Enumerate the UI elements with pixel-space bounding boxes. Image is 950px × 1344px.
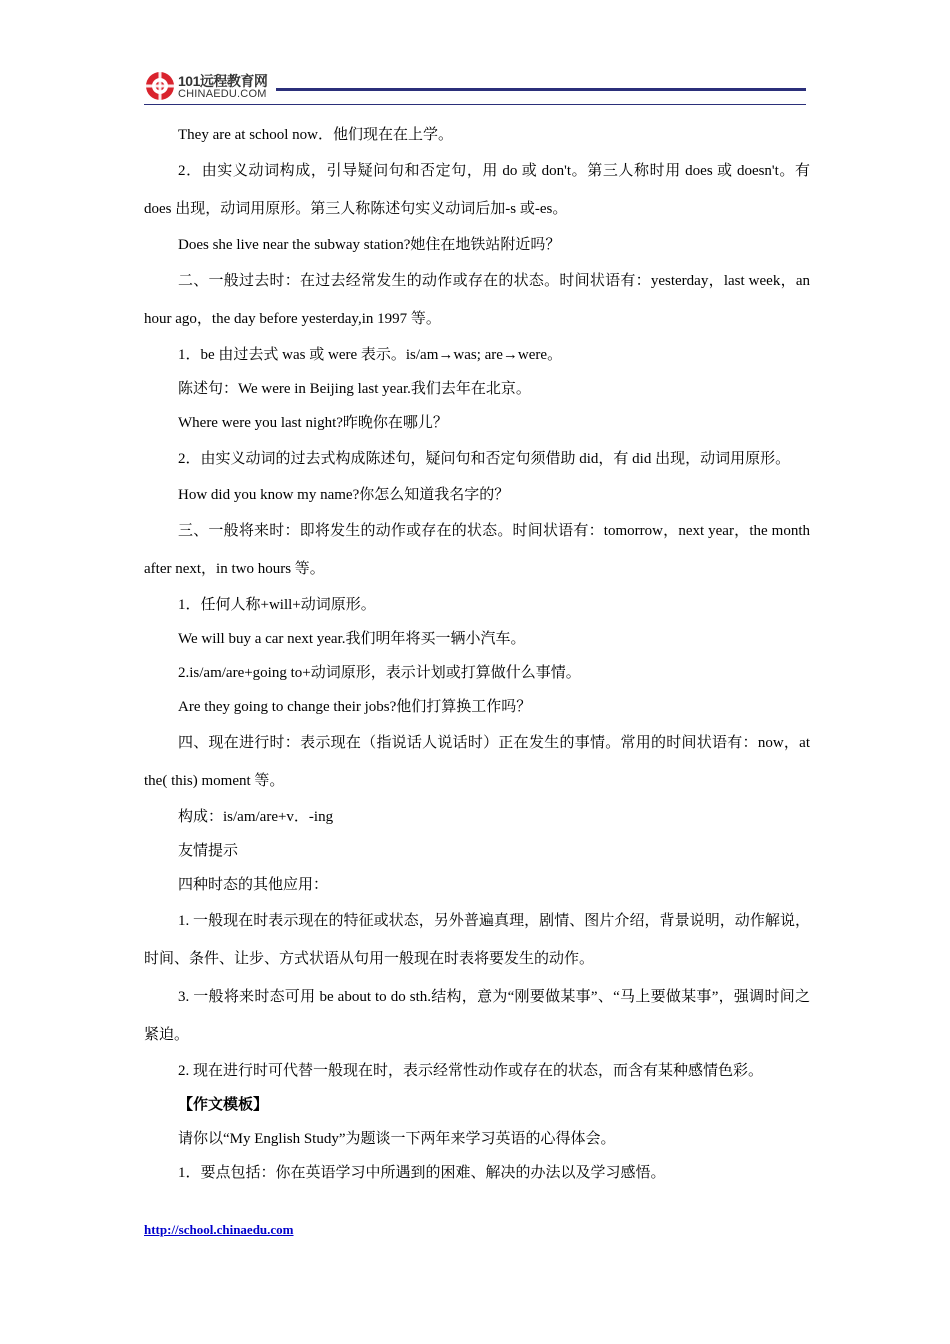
paragraph: Where were you last night?昨晚你在哪儿？ xyxy=(178,415,448,431)
paragraph: 四种时态的其他应用： xyxy=(178,877,329,893)
paragraph: 1．任何人称+will+动词原形。 xyxy=(178,597,376,613)
paragraph: Are they going to change their jobs?他们打算换工作吗？ xyxy=(178,699,532,715)
paragraph: They are at school now．他们现在在上学。 xyxy=(178,127,453,143)
paragraph: 3. 一般将来时态可用 be about to do sth.结构，意为“刚要做某事”、“马上要做某事”，强调时间之紧迫。 xyxy=(144,989,810,1043)
paragraph: We will buy a car next year.我们明年将买一辆小汽车。 xyxy=(178,631,526,647)
paragraph: 友情提示 xyxy=(178,843,239,859)
footer-link[interactable]: http://school.chinaedu.com xyxy=(144,1222,294,1237)
paragraph: 1．be 由过去式 was 或 were 表示。is/am→was; are→were。 xyxy=(178,347,563,363)
site-logo[interactable] xyxy=(144,70,284,106)
paragraph: 1. 一般现在时表示现在的特征或状态，另外普遍真理，剧情、图片介绍，背景说明，动作解说，时间、条件、让步、方式状语从句用一般现在时表将要发生的动作。 xyxy=(144,913,810,967)
paragraph: Does she live near the subway station?她住在地铁站附近吗？ xyxy=(178,237,561,253)
document-body xyxy=(144,118,818,1190)
paragraph: 2．由实义动词的过去式构成陈述句，疑问句和否定句须借助 did，有 did 出现，动词用原形。 xyxy=(178,451,791,467)
paragraph: 2. 现在进行时可代替一般现在时，表示经常性动作或存在的状态，而含有某种感情色彩。 xyxy=(178,1063,764,1079)
header-rule-thick xyxy=(276,88,806,91)
paragraph: 构成：is/am/are+v．-ing xyxy=(178,809,334,825)
paragraph: How did you know my name?你怎么知道我名字的？ xyxy=(178,487,510,503)
paragraph: 四、现在进行时：表示现在（指说话人说话时）正在发生的事情。常用的时间状语有：now，at the( this) moment 等。 xyxy=(144,735,818,789)
paragraph: 1．要点包括：你在英语学习中所遇到的困难、解决的办法以及学习感悟。 xyxy=(178,1165,666,1181)
logo-icon xyxy=(144,70,176,102)
paragraph: 2．由实义动词构成，引导疑问句和否定句，用 do 或 don't。第三人称时用 does 或 doesn't。有 does 出现，动词用原形。第三人称陈述句实义动词后加-s 或-es。 xyxy=(144,163,814,217)
section-heading: 【作文模板】 xyxy=(178,1097,269,1113)
paragraph: 2.is/am/are+going to+动词原形，表示计划或打算做什么事情。 xyxy=(178,665,581,681)
paragraph: 请你以“My English Study”为题谈一下两年来学习英语的心得体会。 xyxy=(178,1131,616,1147)
paragraph: 三、一般将来时：即将发生的动作或存在的状态。时间状语有：tomorrow，next year，the month after next，in two hours 等。 xyxy=(144,523,814,577)
paragraph: 二、一般过去时：在过去经常发生的动作或存在的状态。时间状语有：yesterday，last week，an hour ago，the day before yesterday,in 1997 等。 xyxy=(144,273,814,327)
header-rule-thin xyxy=(144,104,806,105)
paragraph: 陈述句：We were in Beijing last year.我们去年在北京。 xyxy=(178,381,531,397)
logo-subtext: CHINAEDU.COM xyxy=(178,88,267,100)
page-header xyxy=(144,66,806,110)
logo-text: 101远程教育网 xyxy=(178,73,268,89)
